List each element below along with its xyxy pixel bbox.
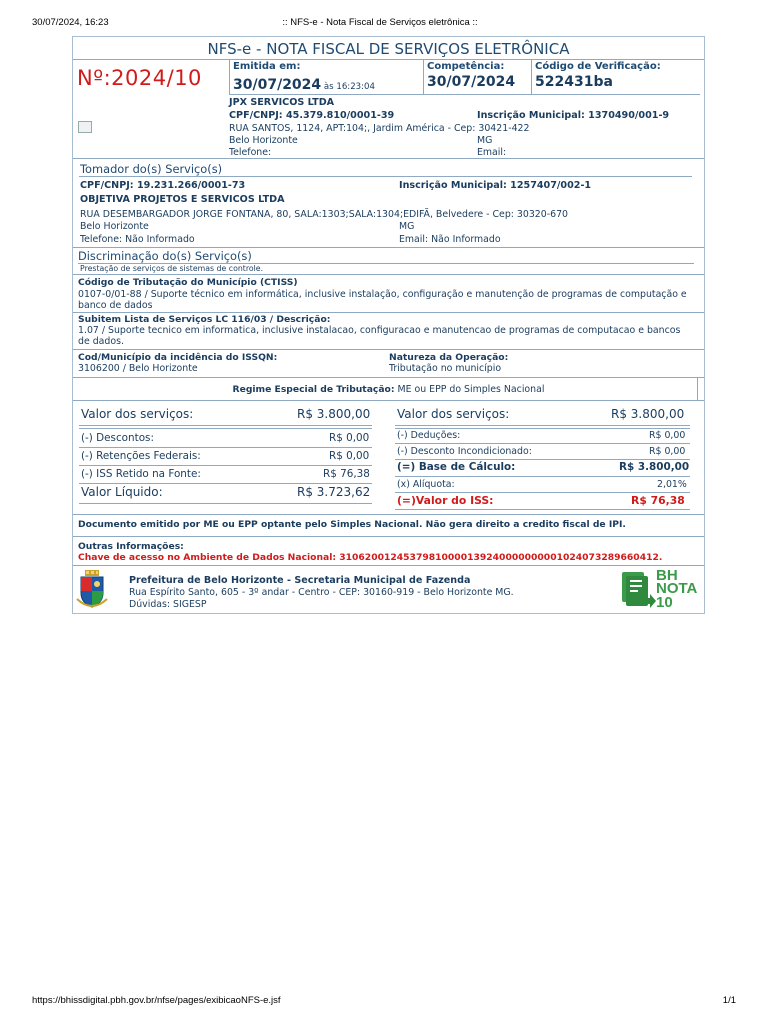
rodape-orgao: Prefeitura de Belo Horizonte - Secretaria Municipal de Fazenda	[129, 575, 471, 586]
esq-servicos-value: R$ 3.800,00	[297, 407, 371, 421]
print-page-count: 1/1	[722, 995, 736, 1006]
rodape-duvidas: Dúvidas: SIGESP	[129, 599, 207, 610]
prestador-email: Email:	[477, 147, 507, 158]
emitida-date: 30/07/2024	[233, 77, 322, 93]
tomador-cnpj: CPF/CNPJ: 19.231.266/0001-73	[80, 180, 246, 191]
regime-value: ME ou EPP do Simples Nacional	[394, 384, 545, 395]
nfse-document	[72, 36, 705, 614]
aliquota-value: 2,01%	[657, 479, 687, 490]
discriminacao-section-title: Discriminação do(s) Serviço(s)	[78, 249, 252, 263]
tomador-section-title: Tomador do(s) Serviço(s)	[80, 162, 223, 176]
discriminacao-texto: Prestação de serviços de sistemas de controle.	[80, 264, 264, 273]
natureza-label: Natureza da Operação:	[389, 352, 509, 363]
emitida-time: às 16:23:04	[321, 82, 375, 92]
dir-desconto-incond-value: R$ 0,00	[649, 446, 686, 457]
print-page-title: :: NFS-e - Nota Fiscal de Serviços eletrônica ::	[282, 17, 478, 28]
print-datetime: 30/07/2024, 16:23	[32, 17, 109, 28]
subitem-line-1: 1.07 / Suporte tecnico em informatica, inclusive instalacao, configuracao e manutencao de programas de computacao e bancos	[78, 325, 681, 336]
regime-especial	[73, 384, 704, 395]
print-url: https://bhissdigital.pbh.gov.br/nfse/pages/exibicaoNFS-e.jsf	[32, 995, 281, 1006]
valor-iss-label: (=)Valor do ISS:	[397, 494, 494, 507]
codigo-verificacao-label: Código de Verificação:	[535, 61, 661, 72]
prestador-cidade: Belo Horizonte	[229, 135, 298, 146]
esq-iss-retido-value: R$ 76,38	[323, 468, 370, 480]
subitem-label: Subitem Lista de Serviços LC 116/03 / Descrição:	[78, 314, 331, 325]
prestador-telefone: Telefone:	[229, 147, 272, 158]
dir-desconto-incond-label: (-) Desconto Incondicionado:	[397, 446, 532, 457]
rodape-endereco: Rua Espírito Santo, 605 - 3º andar - Centro - CEP: 30160-919 - Belo Horizonte MG.	[129, 587, 514, 598]
ctiss-label: Código de Tributação do Município (CTISS)	[78, 277, 298, 288]
tomador-nome: OBJETIVA PROJETOS E SERVICOS LTDA	[80, 194, 285, 205]
competencia-label: Competência:	[427, 61, 505, 72]
tomador-telefone: Telefone: Não Informado	[80, 234, 195, 245]
tomador-cidade: Belo Horizonte	[80, 221, 149, 232]
competencia-value: 30/07/2024	[427, 74, 516, 90]
prestador-uf: MG	[477, 135, 493, 146]
outras-informacoes-label: Outras Informações:	[78, 541, 184, 552]
document-title: NFS-e - NOTA FISCAL DE SERVIÇOS ELETRÔNICA	[207, 40, 570, 58]
valor-liquido-value: R$ 3.723,62	[297, 485, 371, 499]
cod-municipio-label: Cod/Município da incidência do ISSQN:	[78, 352, 278, 363]
codigo-verificacao-value: 522431ba	[535, 74, 613, 90]
logo-bh-text: BH	[656, 567, 678, 584]
esq-descontos-value: R$ 0,00	[329, 432, 370, 444]
aliquota-label: (x) Alíquota:	[397, 479, 455, 490]
esq-retencoes-label: (-) Retenções Federais:	[81, 450, 201, 462]
esq-descontos-label: (-) Descontos:	[81, 432, 154, 444]
dir-deducoes-value: R$ 0,00	[649, 430, 686, 441]
ctiss-line-1: 0107-0/01-88 / Suporte técnico em informática, inclusive instalação, configuração e manutenção de programas de computação e	[78, 289, 687, 300]
logo-nota-text: NOTA	[656, 580, 698, 597]
aviso-simples-nacional: Documento emitido por ME ou EPP optante pelo Simples Nacional. Não gera direito a credito fiscal de IPI.	[78, 519, 626, 530]
tomador-inscricao: Inscrição Municipal: 1257407/002-1	[399, 180, 592, 191]
prestador-inscricao: Inscrição Municipal: 1370490/001-9	[477, 110, 670, 121]
dir-deducoes-label: (-) Deduções:	[397, 430, 461, 441]
nota-number: Nº:2024/10	[77, 66, 202, 90]
chave-acesso: Chave de acesso no Ambiente de Dados Nacional: 31062001245379810000139240000000001024073289660412.	[78, 552, 663, 563]
valor-liquido-label: Valor Líquido:	[81, 485, 163, 499]
base-calculo-value: R$ 3.800,00	[619, 461, 690, 473]
print-header	[32, 17, 728, 31]
subitem-line-2: de dados.	[78, 336, 124, 347]
prestador-endereco: RUA SANTOS, 1124, APT:104;, Jardim América - Cep: 30421-422	[229, 123, 530, 134]
prestador-logo-image	[78, 121, 92, 133]
esq-iss-retido-label: (-) ISS Retido na Fonte:	[81, 468, 201, 480]
bh-nota-10-logo	[620, 568, 706, 614]
emitida-value	[233, 74, 375, 93]
base-calculo-label: (=) Base de Cálculo:	[397, 461, 516, 473]
tomador-email: Email: Não Informado	[399, 234, 501, 245]
dir-servicos-label: Valor dos serviços:	[397, 407, 510, 421]
esq-servicos-label: Valor dos serviços:	[81, 407, 194, 421]
bh-coat-of-arms-icon	[76, 569, 108, 611]
tomador-endereco: RUA DESEMBARGADOR JORGE FONTANA, 80, SALA:1303;SALA:1304;EDIFÃ, Belvedere - Cep: 30320-670	[80, 209, 569, 220]
prestador-cnpj: CPF/CNPJ: 45.379.810/0001-39	[229, 110, 395, 121]
document-stack-icon	[620, 568, 658, 612]
dir-servicos-value: R$ 3.800,00	[611, 407, 685, 421]
regime-label: Regime Especial de Tributação:	[232, 384, 395, 395]
emitida-label: Emitida em:	[233, 61, 301, 72]
esq-retencoes-value: R$ 0,00	[329, 450, 370, 462]
logo-10-text: 10	[656, 594, 673, 611]
natureza-value: Tributação no município	[389, 363, 502, 374]
prestador-nome: JPX SERVICOS LTDA	[229, 97, 335, 108]
valor-iss-value: R$ 76,38	[631, 494, 685, 507]
tomador-uf: MG	[399, 221, 415, 232]
cod-municipio-value: 3106200 / Belo Horizonte	[78, 363, 198, 374]
ctiss-line-2: banco de dados	[78, 300, 153, 311]
